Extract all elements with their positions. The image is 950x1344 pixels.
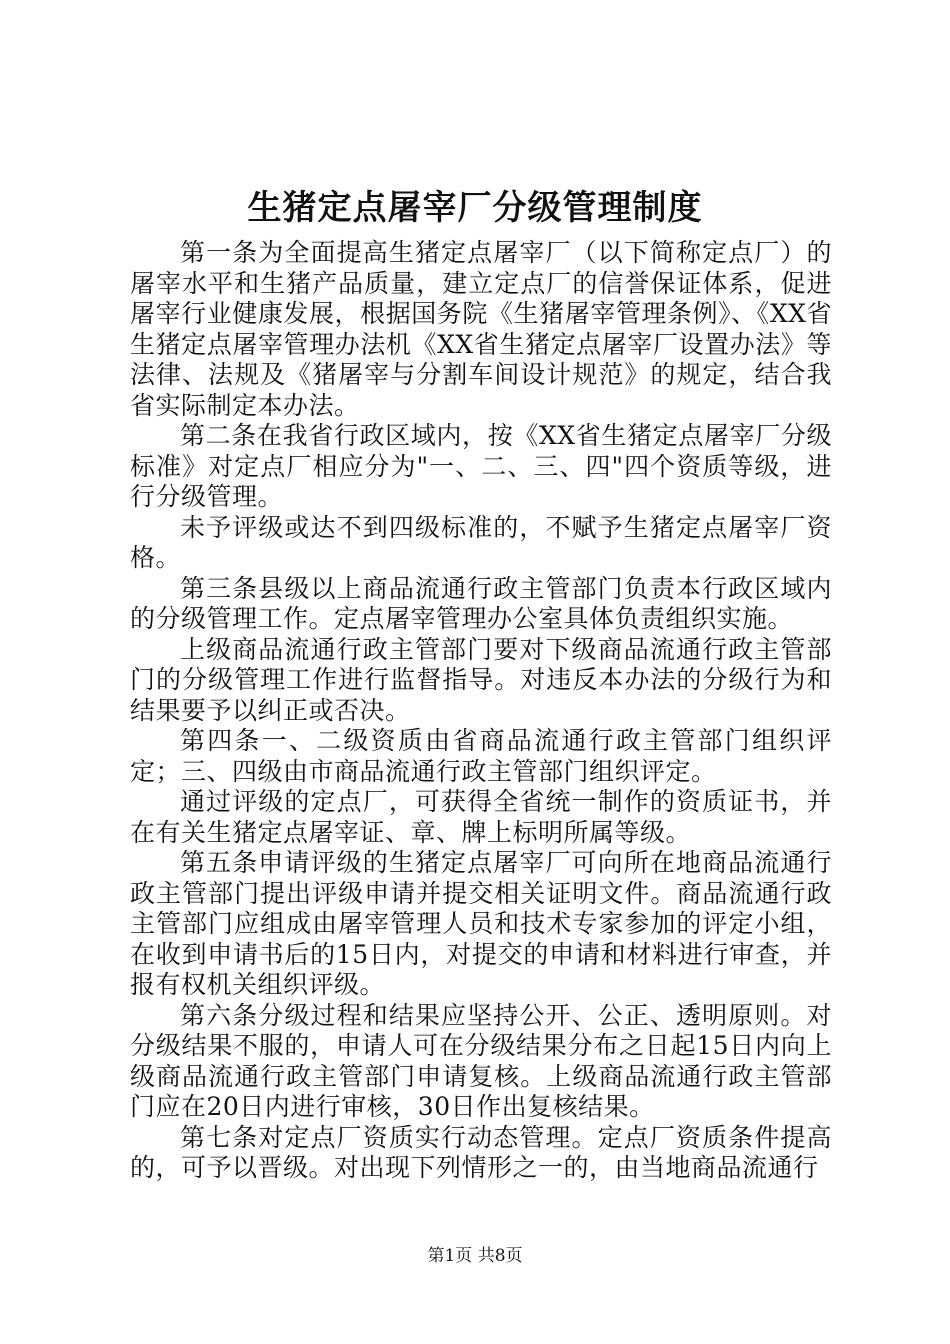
paragraph-article-2: 第二条在我省行政区域内，按《XX省生猪定点屠宰厂分级标准》对定点厂相应分为"一、二、三、四"四个资质等级，进行分级管理。 xyxy=(130,421,832,511)
paragraph-article-3: 第三条县级以上商品流通行政主管部门负责本行政区域内的分级管理工作。定点屠宰管理办公室具体负责组织实施。 xyxy=(130,573,832,633)
document-title: 生猪定点屠宰厂分级管理制度 xyxy=(247,188,703,228)
paragraph-article-3-note: 上级商品流通行政主管部门要对下级商品流通行政主管部门的分级管理工作进行监督指导。对违反本办法的分级行为和结果要予以纠正或否决。 xyxy=(130,634,832,725)
page-number-footer: 第1页 共8页 xyxy=(427,1246,523,1266)
paragraph-article-4: 第四条一、二级资质由省商品流通行政主管部门组织评定；三、四级由市商品流通行政主管部门组织评定。 xyxy=(130,726,832,786)
paragraph-article-1: 第一条为全面提高生猪定点屠宰厂（以下简称定点厂）的屠宰水平和生猪产品质量，建立定点厂的信誉保证体系，促进屠宰行业健康发展，根据国务院《生猪屠宰管理条例》、《XX省生猪定点屠宰管理办法机《XX省生猪定点屠宰厂设置办法》等法律、法规及《猪屠宰与分割车间设计规范》的规定，结合我省实际制定本办法。 xyxy=(130,238,832,420)
paragraph-article-7: 第七条对定点厂资质实行动态管理。定点厂资质条件提高的，可予以晋级。对出现下列情形之一的，由当地商品流通行 xyxy=(130,1122,832,1182)
paragraph-article-5: 第五条申请评级的生猪定点屠宰厂可向所在地商品流通行政主管部门提出评级申请并提交相关证明文件。商品流通行政主管部门应组成由屠宰管理人员和技术专家参加的评定小组，在收到申请书后的15日内，对提交的申请和材料进行审查，并报有权机关组织评级。 xyxy=(130,848,832,999)
paragraph-article-6: 第六条分级过程和结果应坚持公开、公正、透明原则。对分级结果不服的，申请人可在分级结果分布之日起15日内向上级商品流通行政主管部门申请复核。上级商品流通行政主管部门应在20日内进行审核，30日作出复核结果。 xyxy=(130,1000,832,1121)
document-body xyxy=(130,238,832,1184)
paragraph-article-2-note: 未予评级或达不到四级标准的，不赋予生猪定点屠宰厂资格。 xyxy=(130,512,832,572)
paragraph-article-4-note: 通过评级的定点厂，可获得全省统一制作的资质证书，并在有关生猪定点屠宰证、章、牌上标明所属等级。 xyxy=(130,787,832,847)
